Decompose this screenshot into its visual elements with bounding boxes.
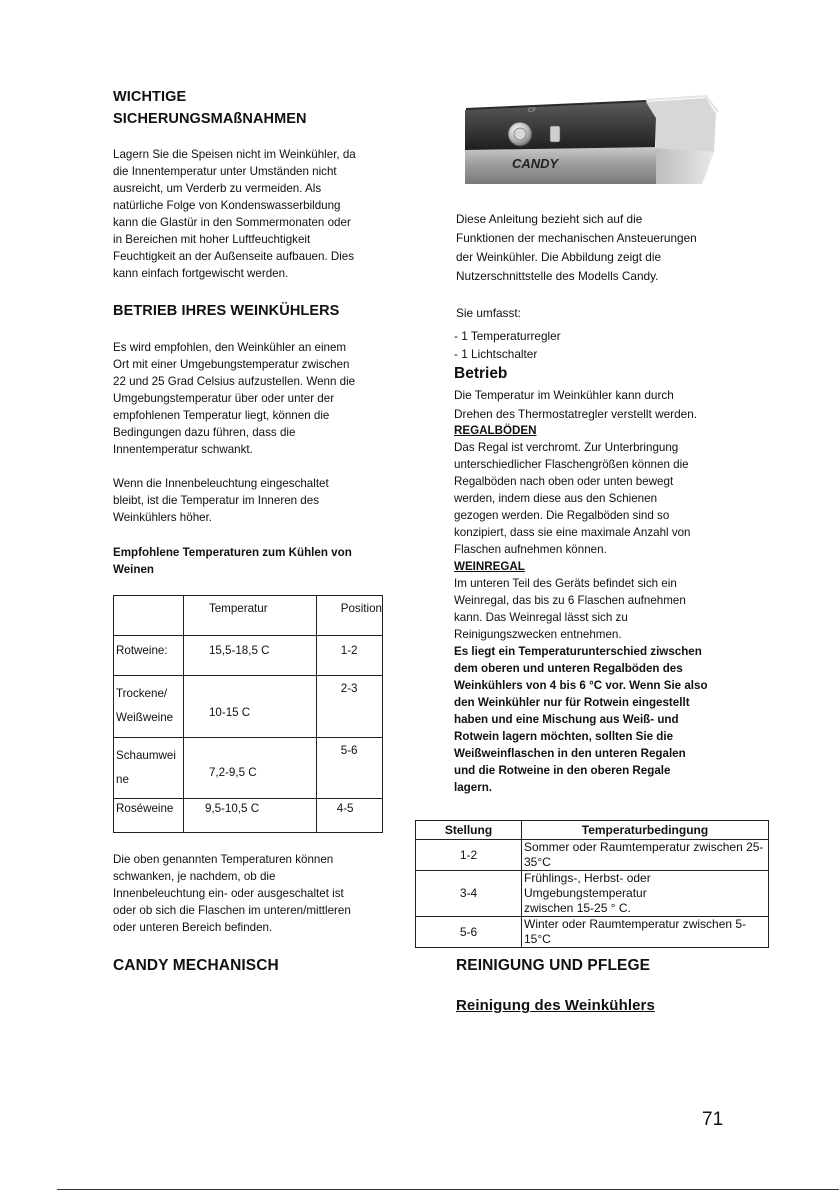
table-row: Roséweine 9,5-10,5 C 4-5 — [114, 799, 383, 833]
temperature-difference-note: Es liegt ein Temperaturunterschied ziwschen dem oberen und unteren Regalböden des Weinkühlers von 4 bis 6 °C vor. Wenn Sie also den Weinkühler nur für Rotwein eingestellt haben und eine Mischung aus Weiß- und Rotwein lagern möchten, sollten Sie die Weißweinflaschen in den unteren Regalen und die Rotweine in den oberen Regale lagern. — [454, 645, 708, 794]
list-item: - 1 Temperaturregler — [454, 329, 561, 343]
table-row: 3-4 Frühlings-, Herbst- oder Umgebungstemperatur zwischen 15-25 ° C. — [416, 871, 769, 917]
table-row: Rotweine: 15,5-18,5 C 1-2 — [114, 636, 383, 676]
svg-text:CF: CF — [528, 108, 536, 114]
table-row: 1-2 Sommer oder Raumtemperatur zwischen 25-35°C — [416, 840, 769, 871]
betrieb-heading: Betrieb — [454, 365, 508, 382]
shelves-text: Das Regal ist verchromt. Zur Unterbringung unterschiedlicher Flaschengrößen können die Regalböden nach oben oder unten bewegt werden, indem diese aus den Schienen gezogen werden. Die Regalböden sind so konzipiert, dass sie eine maximale Anzahl von Flaschen aufnehmen können. — [454, 441, 691, 556]
safety-text: Lagern Sie die Speisen nicht im Weinkühler, da die Innentemperatur unter Umständen nicht ausreicht, um Verderb zu vermeiden. Als natürliche Folge von Kondenswasserbildung kann die Glastür in den Sommermonaten oder in Bereichen mit hoher Luftfeuchtigkeit Feuchtigkeit an der Außenseite aufbauen. Dies kann einfach fortgewischt werden. — [113, 148, 356, 280]
cleaning-heading: REINIGUNG UND PFLEGE — [456, 957, 651, 974]
list-item: - 1 Lichtschalter — [454, 347, 538, 361]
table-row: Stellung Temperaturbedingung — [416, 821, 769, 840]
betrieb-text: Die Temperatur im Weinkühler kann durch Drehen des Thermostatregler verstellt werden. — [454, 388, 698, 421]
stellung-table — [415, 820, 769, 948]
mechanical-heading: CANDY MECHANISCH — [113, 957, 279, 974]
table-row: Schaumwei ne 7,2-9,5 C 5-6 — [114, 738, 383, 799]
operation-text: Es wird empfohlen, den Weinkühler an einem Ort mit einer Umgebungstemperatur zwischen 22 und 25 Grad Celsius aufzustellen. Wenn die Umgebungstemperatur über oder unter der empfohlenen Temperatur liegt, können die Bedingungen dazu führen, dass die Innentemperatur schwankt. — [113, 341, 356, 456]
includes-list — [454, 327, 561, 363]
includes-label: Sie umfasst: — [456, 306, 521, 320]
light-text: Wenn die Innenbeleuchtung eingeschaltet bleibt, ist die Temperatur im Inneren des Weinkühlers höher. — [113, 477, 329, 524]
safety-heading: WICHTIGE SICHERUNGSMAßNAHMEN — [113, 89, 307, 127]
page-number: 71 — [702, 1109, 724, 1130]
intro-text: Diese Anleitung bezieht sich auf die Funktionen der mechanischen Ansteuerungen der Weinkühler. Die Abbildung zeigt die Nutzerschnittstelle des Modells Candy. — [456, 212, 697, 283]
shelves-heading: REGALBÖDEN — [454, 424, 537, 437]
temperature-table — [113, 595, 383, 833]
table-row: Temperatur Position — [114, 596, 383, 636]
cleaning-subheading: Reinigung des Weinkühlers — [456, 997, 655, 1014]
table-row: Trockene/ Weißweine 10-15 C 2-3 — [114, 676, 383, 738]
note-text: Die oben genannten Temperaturen können schwanken, je nachdem, ob die Innenbeleuchtung ein- oder ausgeschaltet ist oder ob sich die Flaschen im unteren/mittleren oder unteren Bereich befinden. — [113, 853, 351, 934]
rack-text: Im unteren Teil des Geräts befindet sich ein Weinregal, das bis zu 6 Flaschen aufnehmen kann. Das Weinregal lässt sich zu Reinigungszwecken entnehmen. — [454, 577, 686, 641]
recommended-heading: Empfohlene Temperaturen zum Kühlen von Weinen — [113, 546, 352, 576]
candy-logo: CANDY — [512, 156, 559, 171]
rack-heading: WEINREGAL — [454, 560, 525, 573]
operation-heading: BETRIEB IHRES WEINKÜHLERS — [113, 303, 340, 319]
footer-rule — [57, 1189, 839, 1190]
table-row: 5-6 Winter oder Raumtemperatur zwischen 5-15°C — [416, 917, 769, 948]
control-panel-image — [460, 92, 722, 188]
